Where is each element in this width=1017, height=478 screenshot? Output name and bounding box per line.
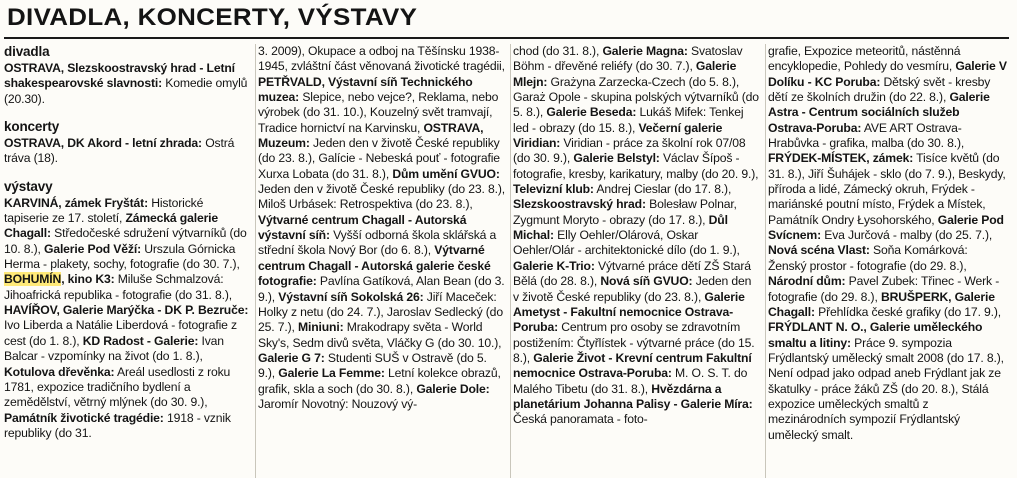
column-divider: [255, 44, 256, 478]
listing-text: Mrakodrapy světa - World Sky's, Sedm divů světa, Vláčky G (do 30. 10.),: [258, 320, 502, 350]
listing-text: Letní kolekce obrazů, grafik, skla a soch (do 30. 8.),: [258, 366, 501, 396]
listing-text: Václav Šípoš - fotografie, kresby, karikatury, malby (do 20. 9.),: [513, 151, 759, 181]
listing-text: Práce 9. sympozia Frýdlantský umělecký smalt 2008 (do 17. 8.), Není odpad jako odpad aneb Frýdlant jak ze škatulky - práce žáků ZŠ (do 20. 8.), Stálá expozice uměleckých smaltů z mezinárodních sympozií Frýdlantský umělecký smalt.: [768, 335, 1004, 442]
listing-text: Areál usedlosti z roku 1781, expozice tradičního bydlení a zemědělství, větrný mlýnek (do 30. 9.),: [4, 364, 231, 410]
listing-text: Eva Jurčová - malby (do 25. 7.),: [821, 228, 993, 243]
venue-name: Galerie Belstyl:: [573, 151, 660, 166]
listing-divadla: [4, 61, 250, 107]
column-1: [4, 44, 250, 478]
venue-name: Galerie Magna:: [602, 44, 688, 58]
listing-text: Jeden den v životě České republiky (do 23. 8.),: [513, 274, 752, 304]
venue-name: OSTRAVA, DK Akord - letní zhrada:: [4, 136, 202, 151]
venue-name: KARVINÁ, zámek Fryštát:: [4, 195, 148, 210]
venue-name: Dům umění GVUO:: [392, 166, 500, 181]
listing-text: Elly Oehler/Olárová, Oskar Oehler/Olár - architektonické dílo (do 1. 9.),: [513, 228, 740, 258]
listing-vystavy-part-2: [258, 44, 505, 412]
venue-name: Galerie La Femme:: [278, 366, 385, 381]
venue-name: OSTRAVA, Slezskoostravský hrad - Letní shakespearovské slavnosti:: [4, 61, 235, 91]
listing-text: Komedie omylů (20.30).: [4, 76, 248, 106]
listing-vystavy-part-4: [768, 44, 1009, 443]
listing-text: Jaromír Novotný: Nouzový vý-: [258, 396, 418, 411]
venue-name: OSTRAVA, Muzeum:: [258, 120, 484, 151]
listing-text: Ivan Balcar - vzpomínky na život (do 1. 8.),: [4, 333, 224, 364]
venue-name: Galerie G 7:: [258, 350, 325, 365]
venue-name: FRÝDLANT N. O., Galerie uměleckého smaltu a litiny:: [768, 320, 983, 350]
venue-name: Galerie K-Trio:: [513, 258, 595, 273]
listing-text: Svatoslav Böhm - dřevěné reliéfy (do 30. 7.),: [513, 44, 743, 74]
listing-text: Soňa Komárková: Ženský prostor - fotografie (do 29. 8.),: [768, 243, 968, 273]
venue-name: Galerie Astra - Centrum sociálních služeb Ostrava-Poruba:: [768, 90, 990, 135]
venue-name: Galerie Ametyst - Fakultní nemocnice Ostrava-Poruba:: [513, 289, 745, 335]
venue-name: HAVÍŘOV, Galerie Marýčka - DK P. Bezruče:: [4, 303, 249, 318]
venue-name: Galerie Dole:: [416, 381, 490, 396]
listing-text: Historické tapiserie ze 17. století,: [4, 195, 204, 226]
listing-text: Viridian - práce za školní rok 07/08 (do 30. 9.),: [513, 136, 746, 166]
venue-name: Televizní klub:: [513, 182, 594, 197]
venue-name: Výtvarné centrum Chagall - Autorská galerie české fotografie:: [258, 243, 491, 289]
listing-text: Pavel Zubek: Třinec - Werk - fotografie (do 29. 8.),: [768, 274, 1000, 304]
listing-text: 1918 - vznik republiky (do 31.: [4, 410, 231, 440]
listing-text: Ostrá tráva (18).: [4, 136, 235, 166]
listing-text: grafie, Expozice meteoritů, nástěnná encyklopedie, Pohledy do vesmíru,: [768, 44, 961, 74]
listing-text: Česká panoramata - foto-: [513, 412, 648, 427]
venue-name: Zámecká galerie Chagall:: [4, 211, 219, 241]
venue-name: BRUŠPERK, Galerie Chagall:: [768, 289, 995, 319]
listing-text: Výtvarné práce dětí ZŠ Stará Bělá (do 28. 8.),: [513, 258, 751, 289]
listing-text: Centrum pro osoby se zdravotním postižením: Čtyřlístek - výtvarné práce (do 15. 8.),: [513, 320, 755, 365]
listing-text: Jiří Maceček: Holky z netu (do 24. 7.), Jaroslav Sedlecký (do 25. 7.),: [258, 289, 503, 335]
listing-text: Urszula Górnicka Herma - plakety, sochy, fotografie (do 30. 7.),: [4, 241, 240, 272]
venue-name: Večerní galerie Viridian:: [513, 120, 723, 151]
venue-name: Galerie Život - Krevní centrum Fakultní nemocnice Ostrava-Poruba:: [513, 350, 752, 381]
venue-name: Výstavní síň Sokolská 26:: [278, 289, 424, 304]
listing-text: Miluše Schmalzová: Jihoafrická republika - fotografie (do 31. 8.),: [4, 272, 233, 302]
listing-text: M. O. S. T. do Malého Tibetu (do 31. 8.),: [513, 366, 748, 396]
venue-name: Nová scéna Vlast:: [768, 243, 870, 258]
highlighted-venue: BOHUMÍN: [4, 272, 62, 287]
venue-name: PETŘVALD, Výstavní síň Technického muzea:: [258, 74, 473, 105]
venue-name: Hvězdárna a planetárium Johanna Palisy - Galerie Míra:: [513, 381, 753, 411]
listing-text: Středočeské sdružení výtvarníků (do 10. 8.),: [4, 226, 247, 256]
listing-text: AVE ART Ostrava-Hrabůvka - grafika, malba (do 30. 8.),: [768, 120, 965, 151]
venue-name: Národní dům:: [768, 274, 846, 289]
venue-name: KD Radost - Galerie:: [82, 333, 199, 348]
listing-text: Ivo Liberda a Natálie Liberdová - fotografie z cest (do 1. 8.),: [4, 318, 237, 348]
listing-text: Vyšší odborná škola sklářská a střední škola Nový Bor (do 6. 8.),: [258, 228, 497, 258]
listing-text: Lukáš Mifek: Tenkej led - obrazy (do 15. 8.),: [513, 105, 744, 135]
column-2: [258, 44, 505, 478]
section-heading-divadla: divadla: [4, 44, 50, 59]
venue-name: Slezskoostravský hrad:: [513, 197, 646, 212]
page-title: DIVADLA, KONCERTY, VÝSTAVY: [7, 4, 418, 31]
listing-text: Jeden den v životě České republiky (do 23. 8.), Miloš Urbásek: Retrospektiva (do 23. 8.),: [258, 182, 505, 212]
listing-text: Andrej Cieslar (do 17. 8.),: [593, 182, 732, 197]
listing-vystavy-part-3: [513, 44, 760, 428]
listing-text: 3. 2009), Okupace a odboj na Těšínsku 1938-1945, zvláštní část věnovaná životické tragédii,: [258, 44, 505, 74]
section-heading-koncerty: koncerty: [4, 119, 60, 135]
venue-name: Galerie Mlejn:: [513, 59, 737, 89]
column-3: [513, 44, 760, 478]
listing-columns: [4, 44, 1009, 478]
venue-name: Důl Michal:: [513, 212, 728, 243]
column-divider: [765, 44, 766, 478]
listing-text: Tisíce květů (do 31. 8.), Jiří Šuhájek - sklo (do 7. 9.), Beskydy, příroda a lidé, Zámecký okruh, Frýdek - mariánské poutní místo, Frýdek a Místek, Památník Ondry Łysohorského,: [768, 151, 1006, 227]
listing-text: Přehlídka české grafiky (do 17. 9.),: [814, 304, 1002, 319]
venue-name: Miniuni:: [297, 320, 344, 335]
venue-name: FRÝDEK-MÍSTEK, zámek:: [768, 151, 914, 166]
venue-name: Galerie Beseda:: [546, 105, 637, 120]
listing-text: chod (do 31. 8.),: [513, 44, 603, 58]
section-heading-vystavy: výstavy: [4, 178, 53, 194]
column-4: [768, 44, 1009, 478]
listing-text: Pavlína Gatíková, Alan Bean (do 3. 9.),: [258, 274, 505, 304]
listing-text: Studenti SUŠ v Ostravě (do 5. 9.),: [258, 350, 487, 381]
venue-name: Památník životické tragédie:: [4, 410, 164, 425]
venue-name: Nová síň GVUO:: [600, 274, 693, 289]
listing-text: Grażyna Zarzecka-Czech (do 5. 8.), Garaż Opole - skupina polských výtvarníků (do 5. 8.),: [513, 74, 759, 120]
listing-vystavy-part-1: [4, 196, 250, 442]
listing-text: Jeden den v životě České republiky (do 23. 8.), Galície - Nebeská pouť - fotografie Xurxa Lobata (do 31. 8.),: [258, 136, 500, 181]
venue-name: Galerie Pod Věží:: [43, 241, 141, 256]
venue-name: Kotulova dřevěnka:: [4, 364, 115, 379]
listing-text: Dětský svět - kresby dětí ze školních družin (do 22. 8.),: [768, 74, 991, 105]
listing-text: Bolesław Polnar, Zygmunt Moryto - obrazy (do 17. 8.),: [513, 197, 737, 227]
venue-name: Výtvarné centrum Chagall - Autorská výstavní síň:: [258, 212, 467, 243]
venue-name: , kino K3:: [61, 272, 115, 287]
listing-koncerty: [4, 136, 250, 167]
listing-text: Slepice, nebo vejce?, Reklama, nebo výrobek (do 31. 10.), Kouzelný svět tramvají, Tradice hornictví na Karvinsku,: [258, 90, 499, 135]
column-divider: [510, 44, 511, 478]
venue-name: Galerie Pod Svícnem:: [768, 212, 1004, 243]
venue-name: Galerie V Dolíku - KC Poruba:: [768, 59, 1007, 89]
masthead: [4, 0, 1009, 39]
